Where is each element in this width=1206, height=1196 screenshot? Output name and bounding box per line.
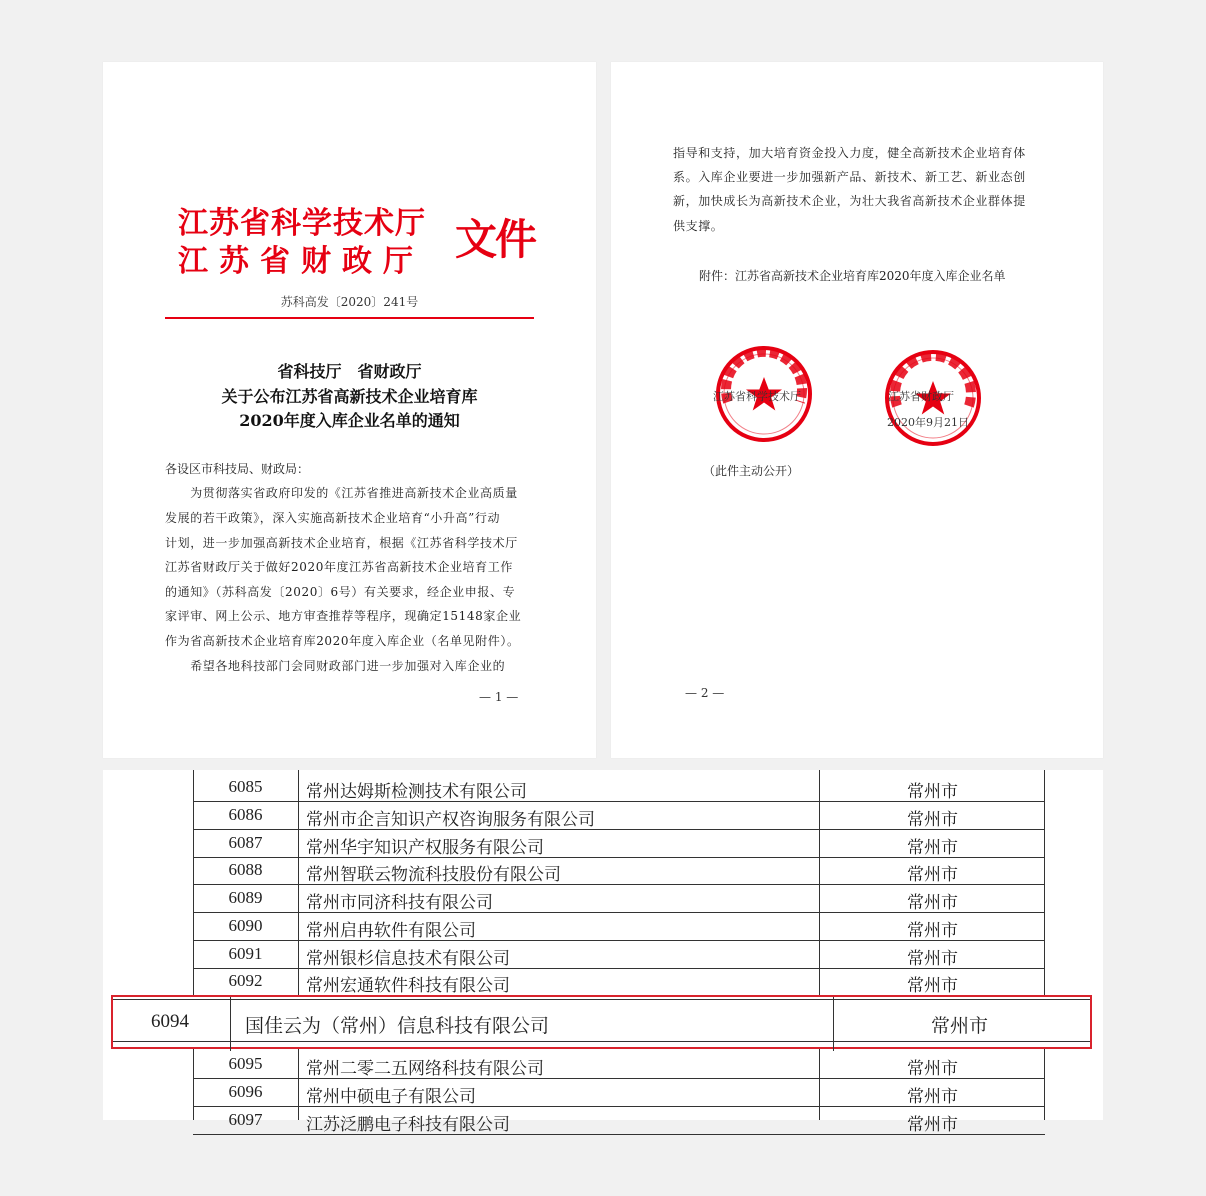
city-name: 常州市 [907, 782, 958, 801]
notice-title-line-1: 省科技厅 省财政厅 [277, 362, 422, 381]
city-name: 常州市 [907, 1087, 958, 1106]
row-number: 6088 [228, 860, 263, 879]
table-row [193, 884, 1045, 913]
table-row [193, 856, 1045, 885]
table-column-border [230, 997, 231, 1051]
row-number: 6091 [228, 944, 263, 963]
body-text-line: 系。入库企业要进一步加强新产品、新技术、新工艺、新业态创 [673, 170, 1026, 184]
page-number: — 2 — [685, 686, 725, 700]
city-name: 常州市 [907, 893, 958, 912]
table-row [193, 940, 1045, 969]
company-name: 国佳云为（常州）信息科技有限公司 [245, 1016, 550, 1037]
city-name: 常州市 [907, 838, 958, 857]
city-name: 常州市 [907, 865, 958, 884]
table-row [193, 1050, 1045, 1079]
cropped-row-fragment [113, 985, 1090, 1000]
attachment-note: 附件：江苏省高新技术企业培育库2020年度入库企业名单 [699, 269, 1006, 283]
city-name: 常州市 [907, 1059, 958, 1078]
body-text-line: 江苏省财政厅关于做好2020年度江苏省高新技术企业培育工作 [165, 560, 513, 574]
table-row [193, 1106, 1045, 1135]
salutation: 各设区市科技局、财政局： [165, 462, 310, 476]
row-number: 6096 [228, 1082, 263, 1101]
row-number: 6095 [228, 1054, 263, 1073]
city-name: 常州市 [907, 1115, 958, 1134]
row-divider [113, 1041, 1090, 1042]
issuer-name-line-2: 江苏省财政厅 [178, 244, 424, 279]
body-text-line: 新，加快成长为高新技术企业，为壮大我省高新技术企业群体提 [673, 194, 1026, 208]
city-name: 常州市 [907, 921, 958, 940]
seal-issuer-caption: 江苏省财政厅 [888, 390, 954, 403]
red-divider-line [165, 317, 534, 319]
table-row [193, 801, 1045, 830]
row-number: 6089 [228, 888, 263, 907]
company-name: 常州二零二五网络科技有限公司 [306, 1059, 544, 1078]
document-number: 苏科高发〔2020〕241号 [280, 295, 419, 309]
company-name: 常州市企言知识产权咨询服务有限公司 [306, 810, 595, 829]
body-text-line: 发展的若干政策》，深入实施高新技术企业培育“小升高”行动 [165, 511, 501, 525]
document-type-label: 文件 [455, 215, 536, 264]
row-number: 6094 [151, 1011, 189, 1032]
body-text-line: 供支撑。 [673, 219, 724, 233]
city-name: 常州市 [907, 810, 958, 829]
notice-title-line-2: 关于公布江苏省高新技术企业培育库 [221, 387, 478, 406]
page-number: — 1 — [479, 690, 519, 704]
company-name: 常州智联云物流科技股份有限公司 [306, 865, 561, 884]
city-name: 常州市 [931, 1016, 989, 1037]
body-text-line: 为贯彻落实省政府印发的《江苏省推进高新技术企业高质量 [165, 486, 518, 500]
city-name: 常州市 [907, 976, 958, 995]
document-page-1 [103, 62, 596, 758]
table-row [193, 912, 1045, 941]
body-text-line: 希望各地科技部门会同财政部门进一步加强对入库企业的 [165, 659, 506, 673]
body-text-line: 的通知》（苏科高发〔2020〕6号）有关要求，经企业申报、专 [165, 585, 516, 599]
document-page-2 [611, 62, 1103, 758]
company-name: 常州市同济科技有限公司 [306, 893, 493, 912]
table-row [193, 773, 1045, 802]
company-name: 常州达姆斯检测技术有限公司 [306, 782, 527, 801]
table-row [193, 1078, 1045, 1107]
body-text-line: 计划，进一步加强高新技术企业培育，根据《江苏省科学技术厅 [165, 536, 518, 550]
table-row [193, 829, 1045, 858]
seal-issuer-caption: 江苏省科学技术厅 [713, 390, 801, 403]
row-number: 6085 [228, 777, 263, 796]
company-name: 常州华宇知识产权服务有限公司 [306, 838, 544, 857]
row-number: 6086 [228, 805, 263, 824]
row-number: 6097 [228, 1110, 263, 1129]
disclosure-note: （此件主动公开） [703, 464, 800, 478]
company-name: 常州启冉软件有限公司 [306, 921, 476, 940]
company-name: 常州银杉信息技术有限公司 [306, 949, 510, 968]
row-number: 6087 [228, 833, 263, 852]
city-name: 常州市 [907, 949, 958, 968]
table-column-border [833, 997, 834, 1051]
signing-date: 2020年9月21日 [887, 416, 969, 429]
row-number: 6092 [228, 971, 263, 990]
company-name: 常州中硕电子有限公司 [306, 1087, 476, 1106]
company-list-table [103, 770, 1103, 1134]
issuer-name-line-1: 江苏省科学技术厅 [178, 206, 426, 241]
body-text-line: 指导和支持，加大培育资金投入力度，健全高新技术企业培育体 [673, 146, 1026, 160]
body-text-line: 家评审、网上公示、地方审查推荐等程序，现确定15148家企业 [165, 609, 522, 623]
row-number: 6090 [228, 916, 263, 935]
notice-title-line-3: 2020年度入库企业名单的通知 [239, 411, 460, 430]
company-name: 江苏泛鹏电子科技有限公司 [306, 1115, 510, 1134]
company-name: 常州宏通软件科技有限公司 [306, 976, 510, 995]
body-text-line: 作为省高新技术企业培育库2020年度入库企业（名单见附件）。 [165, 634, 520, 648]
highlighted-table-row [111, 995, 1092, 1049]
